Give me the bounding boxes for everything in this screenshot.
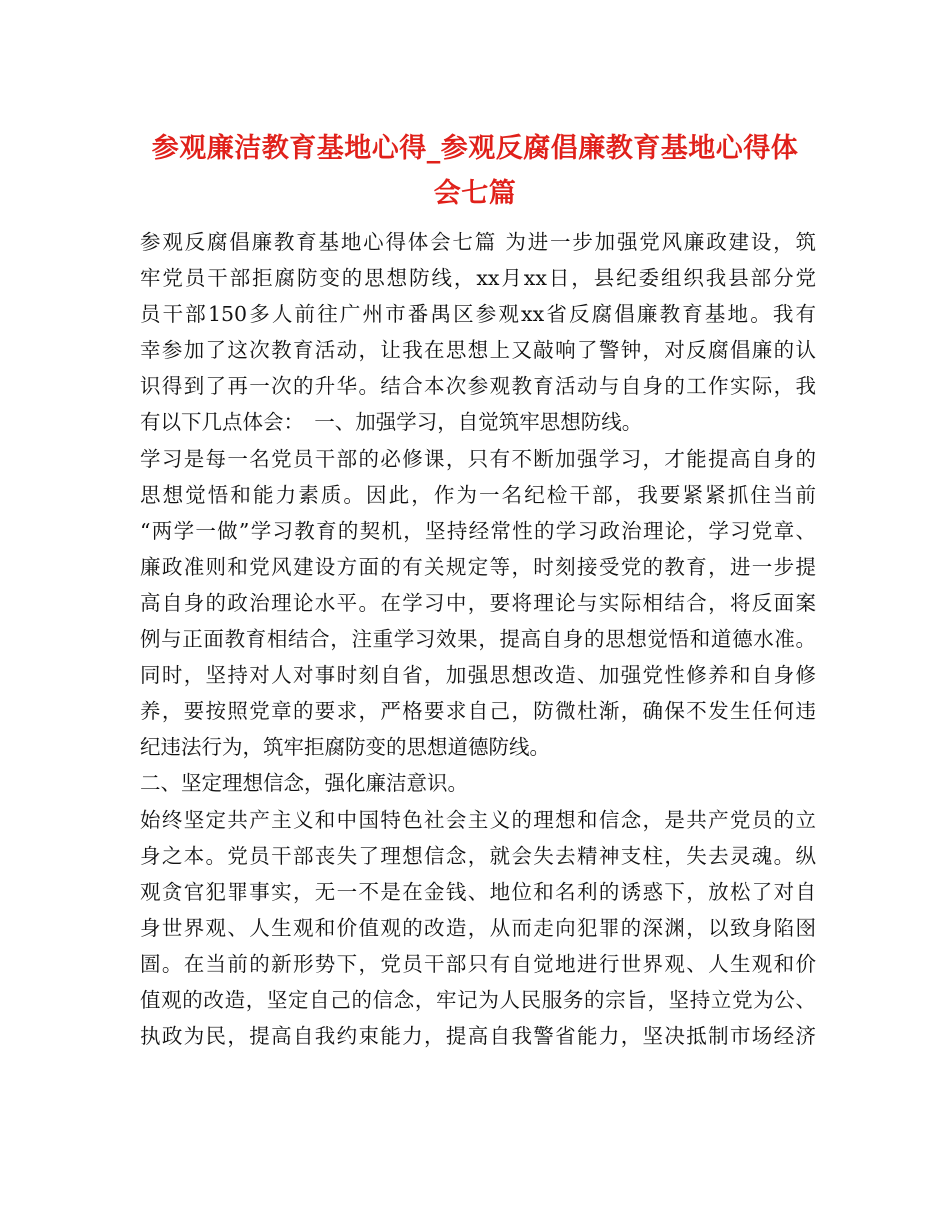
body-line: 纪违法行为，筑牢拒腐防变的思想道德防线。: [140, 735, 550, 760]
body-line: 执政为民，提高自我约束能力，提高自我警省能力，坚决抵制市场经济: [140, 1024, 816, 1049]
body-line: 二、坚定理想信念，强化廉洁意识。: [140, 771, 468, 796]
body-line: 例与正面教育相结合，注重学习效果，提高自身的思想觉悟和道德水准。: [140, 627, 816, 652]
body-line: 廉政准则和党风建设方面的有关规定等，时刻接受党的教育，进一步提: [140, 554, 816, 579]
body-line: 身世界观、人生观和价值观的改造，从而走向犯罪的深渊，以致身陷囹: [140, 915, 816, 940]
document-title: [140, 126, 810, 216]
body-line: 圄。在当前的新形势下，党员干部只有自觉地进行世界观、人生观和价: [140, 951, 816, 976]
body-line: 养，要按照党章的要求，严格要求自己，防微杜渐，确保不发生任何违: [140, 699, 816, 724]
body-line: 思想觉悟和能力素质。因此，作为一名纪检干部，我要紧紧抓住当前: [140, 482, 816, 507]
body-line: 学习是每一名党员干部的必修课，只有不断加强学习，才能提高自身的: [140, 446, 816, 471]
body-line: 身之本。党员干部丧失了理想信念，就会失去精神支柱，失去灵魂。纵: [140, 843, 816, 868]
body-line: 值观的改造，坚定自己的信念，牢记为人民服务的宗旨，坚持立党为公、: [140, 987, 816, 1012]
document-body: [140, 224, 816, 1054]
body-line: 幸参加了这次教育活动，让我在思想上又敲响了警钟，对反腐倡廉的认: [140, 338, 816, 363]
body-line: 员干部150多人前往广州市番禺区参观xx省反腐倡廉教育基地。我有: [140, 302, 816, 327]
body-line: 始终坚定共产主义和中国特色社会主义的理想和信念，是共产党员的立: [140, 807, 816, 832]
title-line: 会七篇: [433, 178, 517, 209]
body-line: 识得到了再一次的升华。结合本次参观教育活动与自身的工作实际，我: [140, 374, 816, 399]
body-line: 高自身的政治理论水平。在学习中，要将理论与实际相结合，将反面案: [140, 590, 816, 615]
body-line: “两学一做”学习教育的契机，坚持经常性的学习政治理论，学习党章、: [140, 518, 816, 543]
body-line: 观贪官犯罪事实，无一不是在金钱、地位和名利的诱惑下，放松了对自: [140, 879, 816, 904]
body-line: 参观反腐倡廉教育基地心得体会七篇 为进一步加强党风廉政建设，筑: [140, 230, 816, 254]
body-line: 同时，坚持对人对事时刻自省，加强思想改造、加强党性修养和自身修: [140, 663, 816, 688]
body-line: 有以下几点体会： 一、加强学习，自觉筑牢思想防线。: [140, 410, 643, 435]
body-line: 牢党员干部拒腐防变的思想防线，xx月xx日，县纪委组织我县部分党: [140, 266, 816, 291]
title-line: 参观廉洁教育基地心得_参观反腐倡廉教育基地心得体: [151, 133, 799, 164]
